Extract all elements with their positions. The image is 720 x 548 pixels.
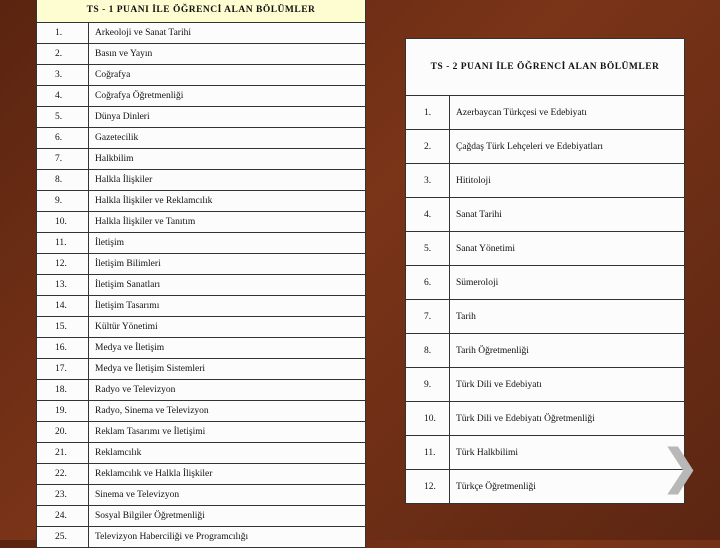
ts1-row-name: Halkbilim <box>89 149 366 170</box>
ts1-row-name: Radyo ve Televizyon <box>89 380 366 401</box>
ts1-row-number: 10. <box>37 212 89 233</box>
ts2-row-number: 1. <box>406 96 450 130</box>
ts2-row-name: Çağdaş Türk Lehçeleri ve Edebiyatları <box>450 130 685 164</box>
ts2-row-name: Türk Dili ve Edebiyatı Öğretmenliği <box>450 402 685 436</box>
ts1-header-row <box>37 0 366 23</box>
ts2-row-name: Türkçe Öğretmenliği <box>450 470 685 504</box>
ts1-row-name: Halkla İlişkiler ve Reklamcılık <box>89 191 366 212</box>
ts1-row-name: Halkla İlişkiler ve Tanıtım <box>89 212 366 233</box>
ts1-row <box>37 443 366 464</box>
ts1-row-name: Radyo, Sinema ve Televizyon <box>89 401 366 422</box>
ts1-row-number: 17. <box>37 359 89 380</box>
ts1-row-number: 18. <box>37 380 89 401</box>
ts1-row-number: 13. <box>37 275 89 296</box>
ts1-row-number: 8. <box>37 170 89 191</box>
ts1-row-name: Arkeoloji ve Sanat Tarihi <box>89 23 366 44</box>
ts2-row <box>406 436 685 470</box>
ts1-row-name: Coğrafya <box>89 65 366 86</box>
ts1-row-name: İletişim Sanatları <box>89 275 366 296</box>
ts1-row-number: 5. <box>37 107 89 128</box>
ts1-row <box>37 65 366 86</box>
ts1-row-number: 14. <box>37 296 89 317</box>
ts1-row-number: 16. <box>37 338 89 359</box>
ts1-row-number: 21. <box>37 443 89 464</box>
ts1-row-number: 12. <box>37 254 89 275</box>
ts1-row <box>37 464 366 485</box>
ts2-row-name: Sümeroloji <box>450 266 685 300</box>
ts1-row-number: 7. <box>37 149 89 170</box>
ts2-row <box>406 164 685 198</box>
ts2-table <box>405 38 685 504</box>
ts2-row-number: 8. <box>406 334 450 368</box>
ts2-row-number: 7. <box>406 300 450 334</box>
ts1-row-name: Medya ve İletişim Sistemleri <box>89 359 366 380</box>
ts1-row-name: İletişim Bilimleri <box>89 254 366 275</box>
ts1-row <box>37 485 366 506</box>
ts1-row <box>37 296 366 317</box>
ts2-row-name: Tarih <box>450 300 685 334</box>
ts1-row <box>37 401 366 422</box>
ts1-row-number: 3. <box>37 65 89 86</box>
ts1-row-name: Coğrafya Öğretmenliği <box>89 86 366 107</box>
ts1-row-number: 20. <box>37 422 89 443</box>
ts1-row-name: Kültür Yönetimi <box>89 317 366 338</box>
ts1-row-name: Sosyal Bilgiler Öğretmenliği <box>89 506 366 527</box>
ts2-row-number: 2. <box>406 130 450 164</box>
ts2-row-number: 4. <box>406 198 450 232</box>
ts1-row <box>37 275 366 296</box>
ts2-row-name: Hititoloji <box>450 164 685 198</box>
ts2-row <box>406 402 685 436</box>
ts1-row <box>37 191 366 212</box>
ts1-row-name: Basın ve Yayın <box>89 44 366 65</box>
ts2-row-name: Sanat Tarihi <box>450 198 685 232</box>
ts2-row-number: 11. <box>406 436 450 470</box>
ts1-row-name: Sinema ve Televizyon <box>89 485 366 506</box>
ts2-row-number: 6. <box>406 266 450 300</box>
ts1-row <box>37 527 366 548</box>
ts1-row <box>37 506 366 527</box>
ts1-row <box>37 422 366 443</box>
ts2-row-number: 3. <box>406 164 450 198</box>
ts2-row-number: 10. <box>406 402 450 436</box>
ts1-row <box>37 128 366 149</box>
ts1-row-name: Halkla İlişkiler <box>89 170 366 191</box>
ts1-row <box>37 254 366 275</box>
ts1-row-number: 22. <box>37 464 89 485</box>
ts1-row-name: Reklamcılık <box>89 443 366 464</box>
ts1-row <box>37 86 366 107</box>
ts1-row-name: İletişim <box>89 233 366 254</box>
ts1-row <box>37 23 366 44</box>
ts1-row <box>37 107 366 128</box>
ts2-row <box>406 470 685 504</box>
ts1-row-name: Gazetecilik <box>89 128 366 149</box>
ts1-row-number: 2. <box>37 44 89 65</box>
ts1-row-number: 23. <box>37 485 89 506</box>
ts2-row-name: Azerbaycan Türkçesi ve Edebiyatı <box>450 96 685 130</box>
ts2-row <box>406 300 685 334</box>
ts1-row <box>37 359 366 380</box>
ts1-row <box>37 44 366 65</box>
ts1-row-name: İletişim Tasarımı <box>89 296 366 317</box>
ts1-row-number: 15. <box>37 317 89 338</box>
ts1-row <box>37 380 366 401</box>
ts1-row-name: Reklam Tasarımı ve İletişimi <box>89 422 366 443</box>
ts2-row <box>406 334 685 368</box>
ts2-header-row <box>406 39 685 96</box>
ts1-row-name: Dünya Dinleri <box>89 107 366 128</box>
ts2-row-number: 9. <box>406 368 450 402</box>
chevron-right-icon[interactable]: ❯ <box>660 439 701 495</box>
ts1-row-number: 24. <box>37 506 89 527</box>
ts1-row <box>37 338 366 359</box>
ts2-row-number: 5. <box>406 232 450 266</box>
ts1-row-name: Reklamcılık ve Halkla İlişkiler <box>89 464 366 485</box>
ts1-row-name: Televizyon Haberciliği ve Programcılığı <box>89 527 366 548</box>
ts2-row-name: Türk Halkbilimi <box>450 436 685 470</box>
ts1-row <box>37 170 366 191</box>
ts1-row-number: 1. <box>37 23 89 44</box>
ts1-row-number: 11. <box>37 233 89 254</box>
ts1-row <box>37 212 366 233</box>
ts1-row <box>37 233 366 254</box>
ts2-title: TS - 2 PUANI İLE ÖĞRENCİ ALAN BÖLÜMLER <box>406 39 685 96</box>
ts1-row-number: 9. <box>37 191 89 212</box>
ts1-row-number: 6. <box>37 128 89 149</box>
ts1-row-number: 4. <box>37 86 89 107</box>
ts2-row-name: Sanat Yönetimi <box>450 232 685 266</box>
ts2-row <box>406 198 685 232</box>
ts2-row <box>406 130 685 164</box>
ts1-row <box>37 149 366 170</box>
ts1-row-number: 25. <box>37 527 89 548</box>
ts1-title: TS - 1 PUANI İLE ÖĞRENCİ ALAN BÖLÜMLER <box>37 0 366 23</box>
ts1-table <box>36 0 366 548</box>
ts2-row <box>406 266 685 300</box>
ts1-row-name: Medya ve İletişim <box>89 338 366 359</box>
ts1-row <box>37 317 366 338</box>
ts2-row-number: 12. <box>406 470 450 504</box>
ts2-row <box>406 368 685 402</box>
ts2-row <box>406 96 685 130</box>
ts2-row-name: Türk Dili ve Edebiyatı <box>450 368 685 402</box>
ts2-row-name: Tarih Öğretmenliği <box>450 334 685 368</box>
ts2-row <box>406 232 685 266</box>
ts1-row-number: 19. <box>37 401 89 422</box>
